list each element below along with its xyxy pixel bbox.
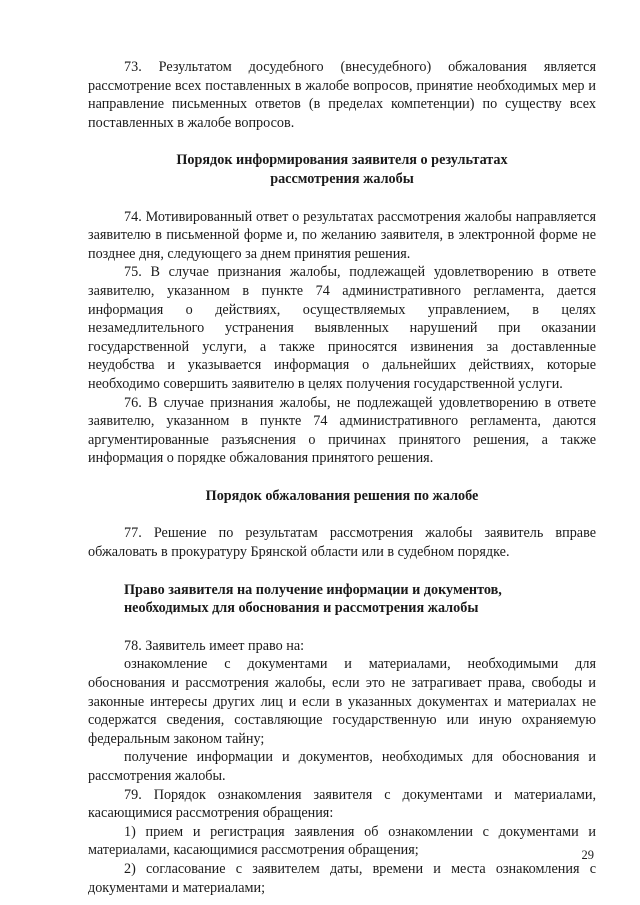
paragraph-76: 76. В случае признания жалобы, не подлежащей удовлетворению в ответе заявителю, указанном в пункте 74 административного регламента, даются аргументированные разъяснения о причинах принятого решения, а также информация о порядке обжалования принятого решения. <box>88 394 596 467</box>
paragraph-77: 77. Решение по результатам рассмотрения жалобы заявитель вправе обжаловать в прокуратуру Брянской области или в судебном порядке. <box>88 525 596 561</box>
paragraph-74: 74. Мотивированный ответ о результатах рассмотрения жалобы направляется заявителю в письменной форме и, по желанию заявителя, в электронной форме не позднее дня, следующего за днем принятия решения. <box>88 208 596 262</box>
page-number: 29 <box>581 848 594 862</box>
heading-informing: Порядок информирования заявителя о результатах рассмотрения жалобы <box>176 152 508 187</box>
document-page <box>88 58 596 897</box>
heading-appeal-decision: Порядок обжалования решения по жалобе <box>205 487 479 504</box>
paragraph-75: 75. В случае признания жалобы, подлежащей удовлетворению в ответе заявителю, указанном в пункте 74 административного регламента, дается информация о действиях, осуществляемых управлением, в целях незамедлительного устранения выявленных нарушений при оказании государственной услуги, а также приносятся извинения за доставленные неудобства и указывается информация о дальнейших действиях, которые необходимо совершить заявителю в целях получения государственной услуги. <box>88 264 596 392</box>
paragraph-78-familiarization: ознакомление с документами и материалами, необходимыми для обоснования и рассмотрения жалобы, если это не затрагивает права, свободы и законные интересы других лиц и если в указанных документах и материалах не содержатся сведения, составляющие государственную или иную охраняемую федеральным законом тайну; <box>88 656 596 747</box>
paragraph-73: 73. Результатом досудебного (внесудебного) обжалования является рассмотрение всех поставленных в жалобе вопросов, принятие необходимых мер и направление письменных ответов (в пределах компетенции) по существу всех поставленных в жалобе вопросов. <box>88 59 596 131</box>
paragraph-78-information: получение информации и документов, необходимых для обоснования и рассмотрения жалобы. <box>88 749 596 784</box>
paragraph-79-item-2: 2) согласование с заявителем даты, времени и места ознакомления с документами и материалами; <box>88 860 596 896</box>
heading-applicant-rights: Право заявителя на получение информации и документов, необходимых для обоснования и рассмотрения жалобы <box>124 581 502 617</box>
paragraph-79-item-1: 1) прием и регистрация заявления об ознакомлении с документами и материалами, касающимися рассмотрения обращения; <box>88 823 596 859</box>
paragraph-79: 79. Порядок ознакомления заявителя с документами и материалами, касающимися рассмотрения обращения: <box>88 786 596 822</box>
paragraph-78: 78. Заявитель имеет право на: <box>124 637 305 654</box>
